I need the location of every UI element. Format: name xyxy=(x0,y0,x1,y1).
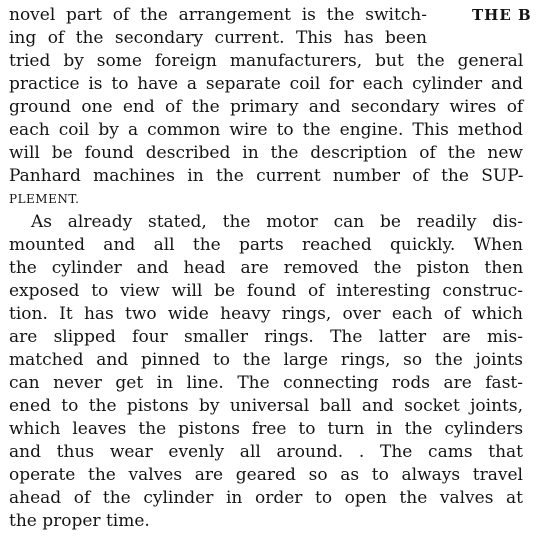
text-line: practice is to have a separate coil for each cylinder and xyxy=(9,74,523,94)
text-line: mounted and all the parts reached quickly. When xyxy=(9,235,523,255)
text-line: will be found described in the description of the new xyxy=(9,143,523,163)
paragraph-first-line: As already stated, the motor can be readily dis- xyxy=(31,212,523,232)
text-line: ground one end of the primary and secondary wires of xyxy=(9,97,524,117)
text-line: tried by some foreign manufacturers, but the general xyxy=(9,51,524,71)
adjacent-column-heading: THE B xyxy=(472,6,532,24)
text-line: ing of the secondary current. This has been xyxy=(9,28,427,48)
text-line: can never get in line. The connecting rods are fast- xyxy=(9,373,523,393)
text-line: and thus wear evenly all around. . The cams that xyxy=(9,442,523,462)
text-line: which leaves the pistons free to turn in the cylinders xyxy=(9,419,524,439)
text-line: are slipped four smaller rings. The latter are mis- xyxy=(9,327,523,347)
text-line: ahead of the cylinder in order to open the valves at xyxy=(9,488,523,508)
text-line: tion. It has two wide heavy rings, over each of which xyxy=(9,304,523,324)
text-line: each coil by a common wire to the engine. This method xyxy=(9,120,523,140)
text-line: ened to the pistons by universal ball and socket joints, xyxy=(9,396,523,416)
text-line: the proper time. xyxy=(9,511,150,531)
text-line: novel part of the arrangement is the switch- xyxy=(9,5,427,25)
text-line: PLEMENT. xyxy=(9,192,80,206)
text-line: Panhard machines in the current number of the SUP- xyxy=(9,166,524,186)
text-line: matched and pinned to the large rings, so the joints xyxy=(9,350,523,370)
text-line: the cylinder and head are removed the piston then xyxy=(9,258,524,278)
text-line: operate the valves are geared so as to always travel xyxy=(9,465,523,485)
text-line: exposed to view will be found of interesting construc- xyxy=(9,281,523,301)
